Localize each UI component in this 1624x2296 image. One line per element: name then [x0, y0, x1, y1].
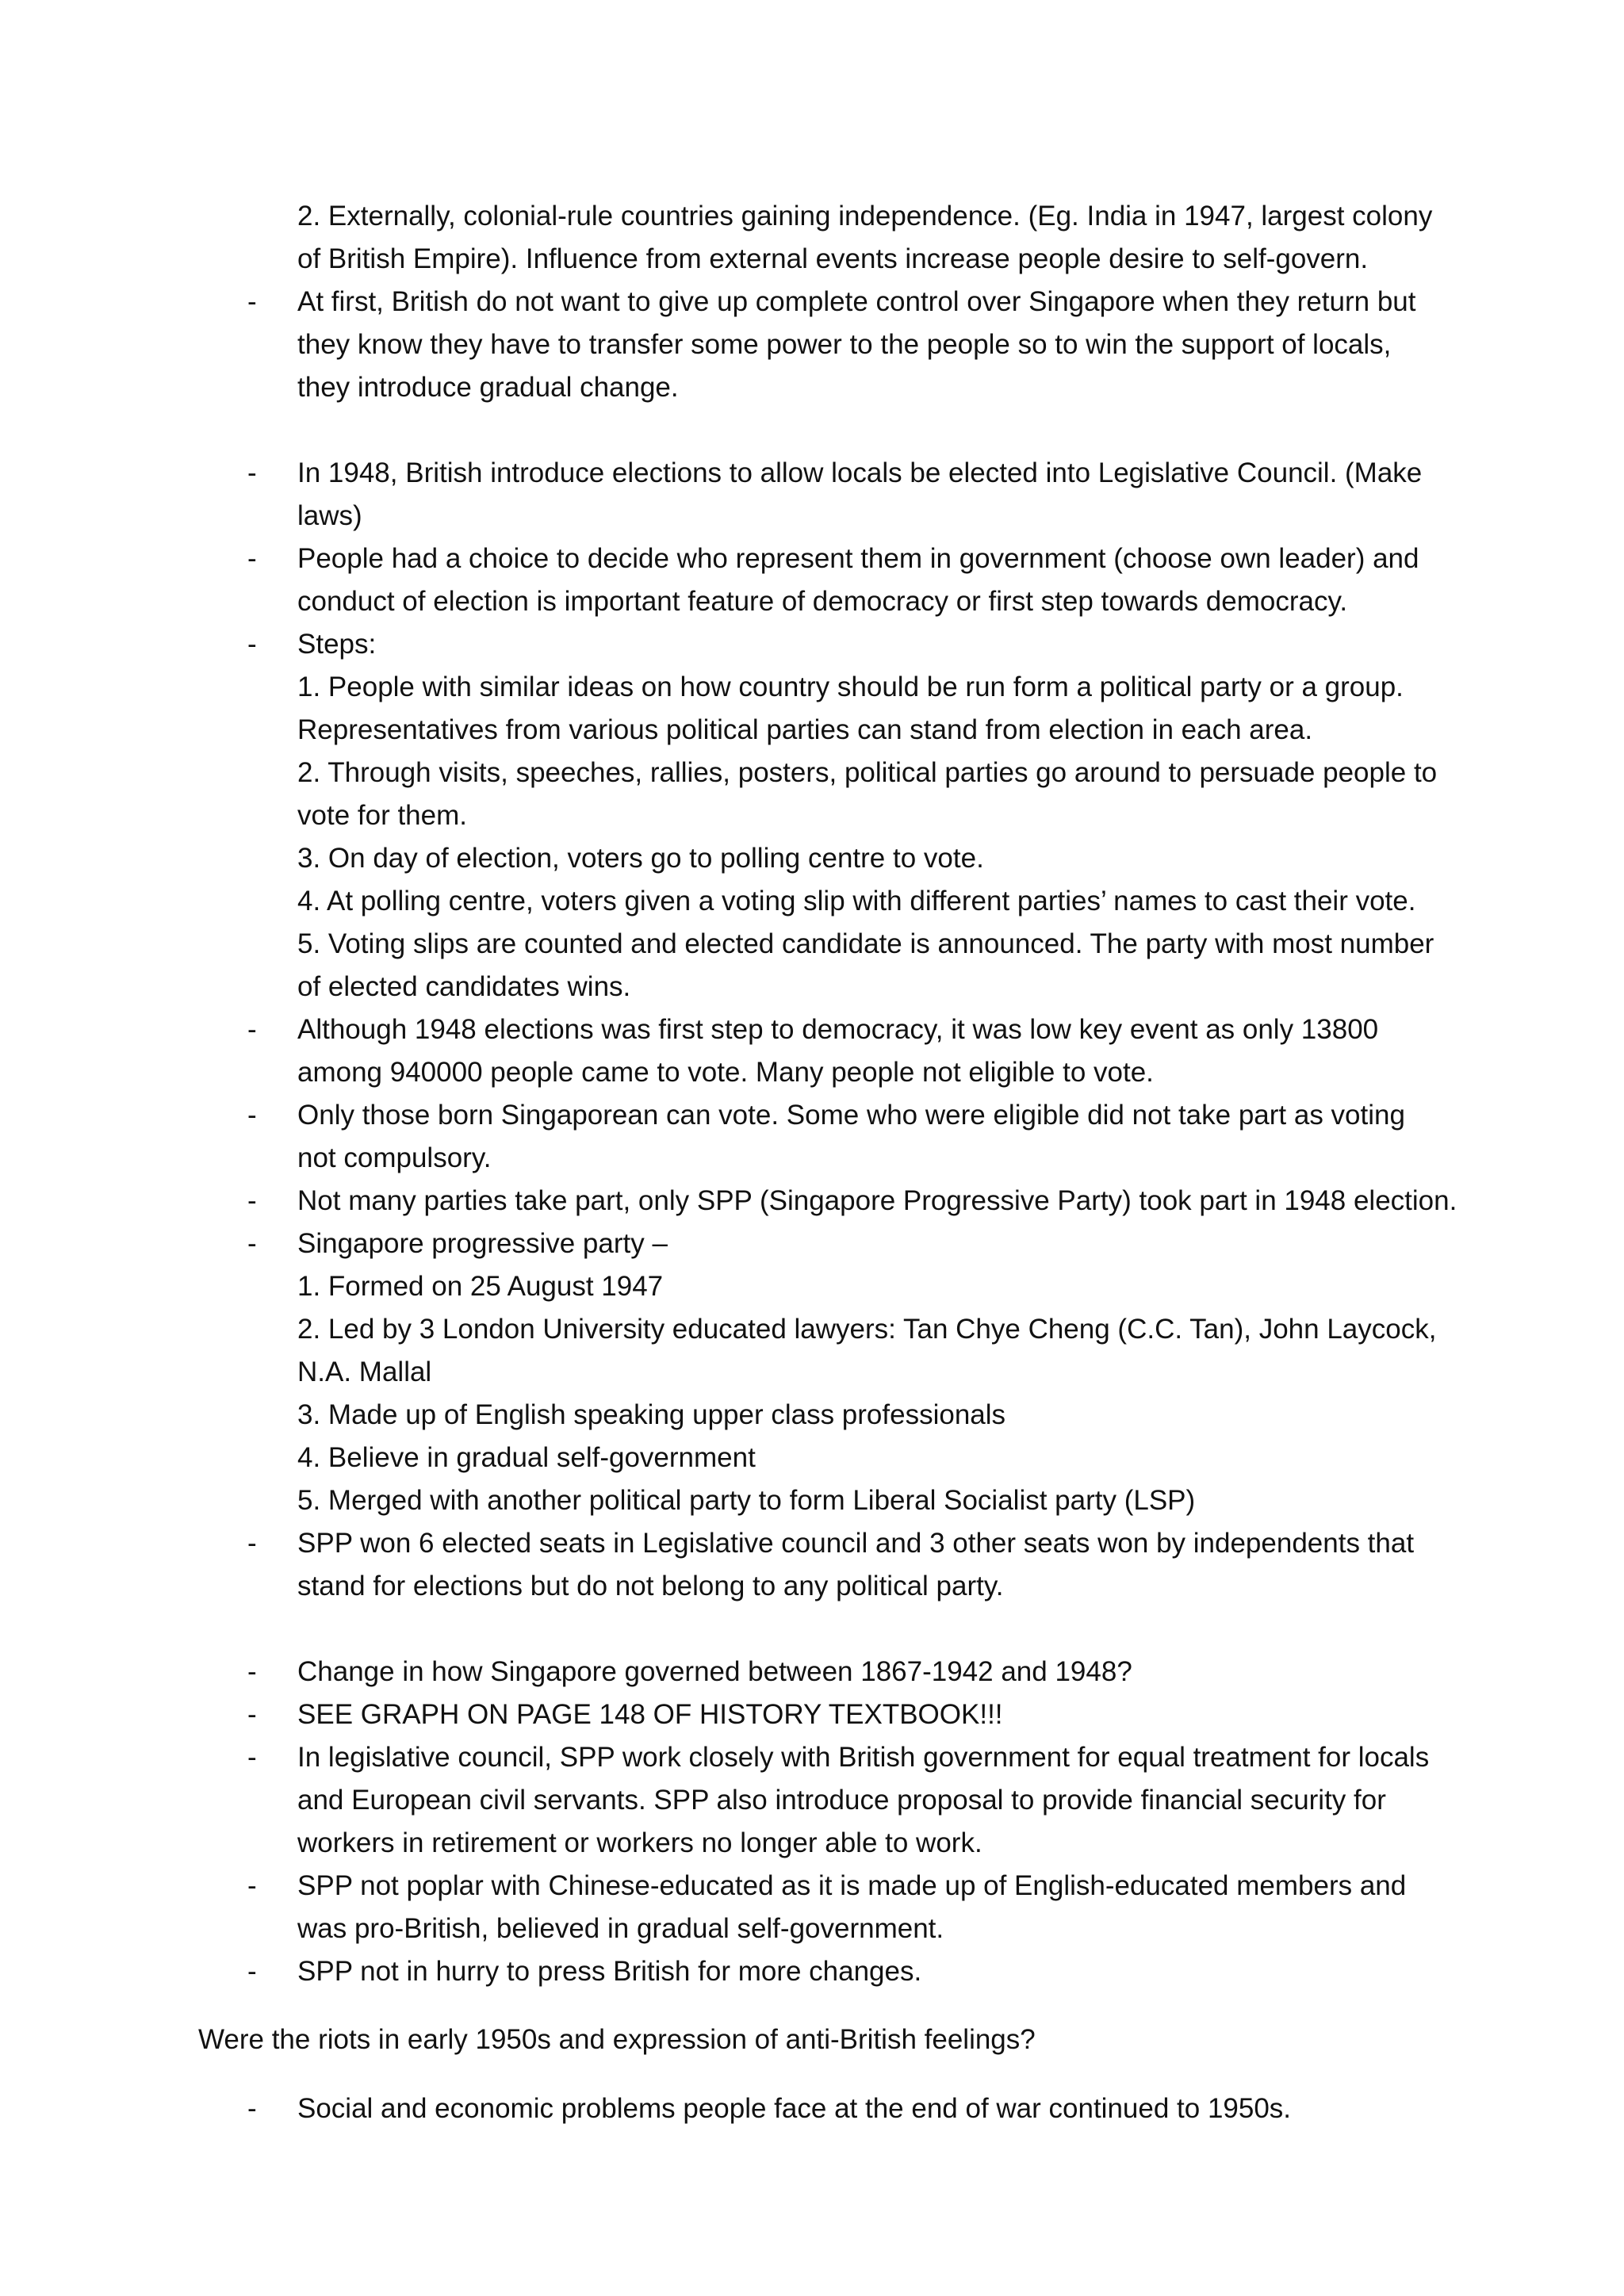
- bullet-dash: -: [247, 2093, 257, 2124]
- text-line: SEE GRAPH ON PAGE 148 OF HISTORY TEXTBOOK!!!: [297, 1699, 1003, 1730]
- text-line: of British Empire). Influence from external events increase people desire to self-govern.: [297, 243, 1369, 274]
- text-line: not compulsory.: [297, 1142, 492, 1173]
- text-line: of elected candidates wins.: [297, 971, 631, 1002]
- text-line: SPP not poplar with Chinese-educated as it is made up of English-educated members and: [297, 1870, 1407, 1901]
- text-line: 5. Voting slips are counted and elected candidate is announced. The party with most number: [297, 928, 1434, 959]
- bullet-dash: -: [247, 1742, 257, 1773]
- text-line: N.A. Mallal: [297, 1357, 432, 1387]
- text-line: stand for elections but do not belong to any political party.: [297, 1571, 1004, 1601]
- bullet-dash: -: [247, 1228, 257, 1259]
- bullet-dash: -: [247, 1699, 257, 1730]
- text-line: vote for them.: [297, 800, 467, 831]
- bullet-dash: -: [247, 457, 257, 488]
- text-line: 2. Through visits, speeches, rallies, posters, political parties go around to persuade people to: [297, 757, 1438, 788]
- text-line: Although 1948 elections was first step to democracy, it was low key event as only 13800: [297, 1014, 1379, 1045]
- bullet-dash: -: [247, 1870, 257, 1901]
- section-heading: Were the riots in early 1950s and expression of anti-British feelings?: [198, 2024, 1036, 2055]
- text-line: People had a choice to decide who represent them in government (choose own leader) and: [297, 543, 1419, 574]
- text-line: 1. People with similar ideas on how country should be run form a political party or a group.: [297, 672, 1404, 702]
- text-line: Representatives from various political parties can stand from election in each area.: [297, 714, 1313, 745]
- text-line: conduct of election is important feature of democracy or first step towards democracy.: [297, 586, 1348, 617]
- text-line: 3. Made up of English speaking upper class professionals: [297, 1399, 1006, 1430]
- text-line: 2. Led by 3 London University educated lawyers: Tan Chye Cheng (C.C. Tan), John Laycock,: [297, 1314, 1437, 1345]
- text-line: SPP not in hurry to press British for more changes.: [297, 1956, 922, 1987]
- text-line: 2. Externally, colonial-rule countries gaining independence. (Eg. India in 1947, largest colony: [297, 201, 1433, 232]
- text-line: Change in how Singapore governed between 1867-1942 and 1948?: [297, 1656, 1132, 1687]
- text-line: At first, British do not want to give up complete control over Singapore when they return but: [297, 286, 1416, 317]
- text-line: 4. Believe in gradual self-government: [297, 1442, 756, 1473]
- text-line: 3. On day of election, voters go to polling centre to vote.: [297, 843, 984, 874]
- text-line: they introduce gradual change.: [297, 372, 679, 403]
- text-line: Steps:: [297, 629, 377, 660]
- bullet-dash: -: [247, 1100, 257, 1131]
- text-line: was pro-British, believed in gradual self-government.: [297, 1913, 944, 1944]
- bullet-dash: -: [247, 1656, 257, 1687]
- bullet-dash: -: [247, 1528, 257, 1559]
- text-line: workers in retirement or workers no longer able to work.: [297, 1827, 982, 1858]
- text-line: among 940000 people came to vote. Many people not eligible to vote.: [297, 1057, 1154, 1088]
- text-line: 5. Merged with another political party to form Liberal Socialist party (LSP): [297, 1485, 1196, 1516]
- bullet-dash: -: [247, 1185, 257, 1216]
- text-line: and European civil servants. SPP also introduce proposal to provide financial security for: [297, 1785, 1386, 1816]
- text-line: In 1948, British introduce elections to allow locals be elected into Legislative Council. (Make: [297, 457, 1423, 488]
- text-line: 1. Formed on 25 August 1947: [297, 1271, 664, 1302]
- text-line: Not many parties take part, only SPP (Singapore Progressive Party) took part in 1948 election.: [297, 1185, 1457, 1216]
- bullet-dash: -: [247, 543, 257, 574]
- text-line: Social and economic problems people face at the end of war continued to 1950s.: [297, 2093, 1292, 2124]
- text-line: In legislative council, SPP work closely with British government for equal treatment for locals: [297, 1742, 1430, 1773]
- bullet-dash: -: [247, 1956, 257, 1987]
- bullet-dash: -: [247, 286, 257, 317]
- text-line: SPP won 6 elected seats in Legislative council and 3 other seats won by independents that: [297, 1528, 1415, 1559]
- text-line: 4. At polling centre, voters given a voting slip with different parties’ names to cast their vote.: [297, 886, 1416, 916]
- text-line: Singapore progressive party –: [297, 1228, 668, 1259]
- bullet-dash: -: [247, 629, 257, 660]
- text-line: they know they have to transfer some power to the people so to win the support of locals,: [297, 329, 1392, 360]
- text-line: laws): [297, 500, 362, 531]
- text-line: Only those born Singaporean can vote. Some who were eligible did not take part as voting: [297, 1100, 1405, 1131]
- bullet-dash: -: [247, 1014, 257, 1045]
